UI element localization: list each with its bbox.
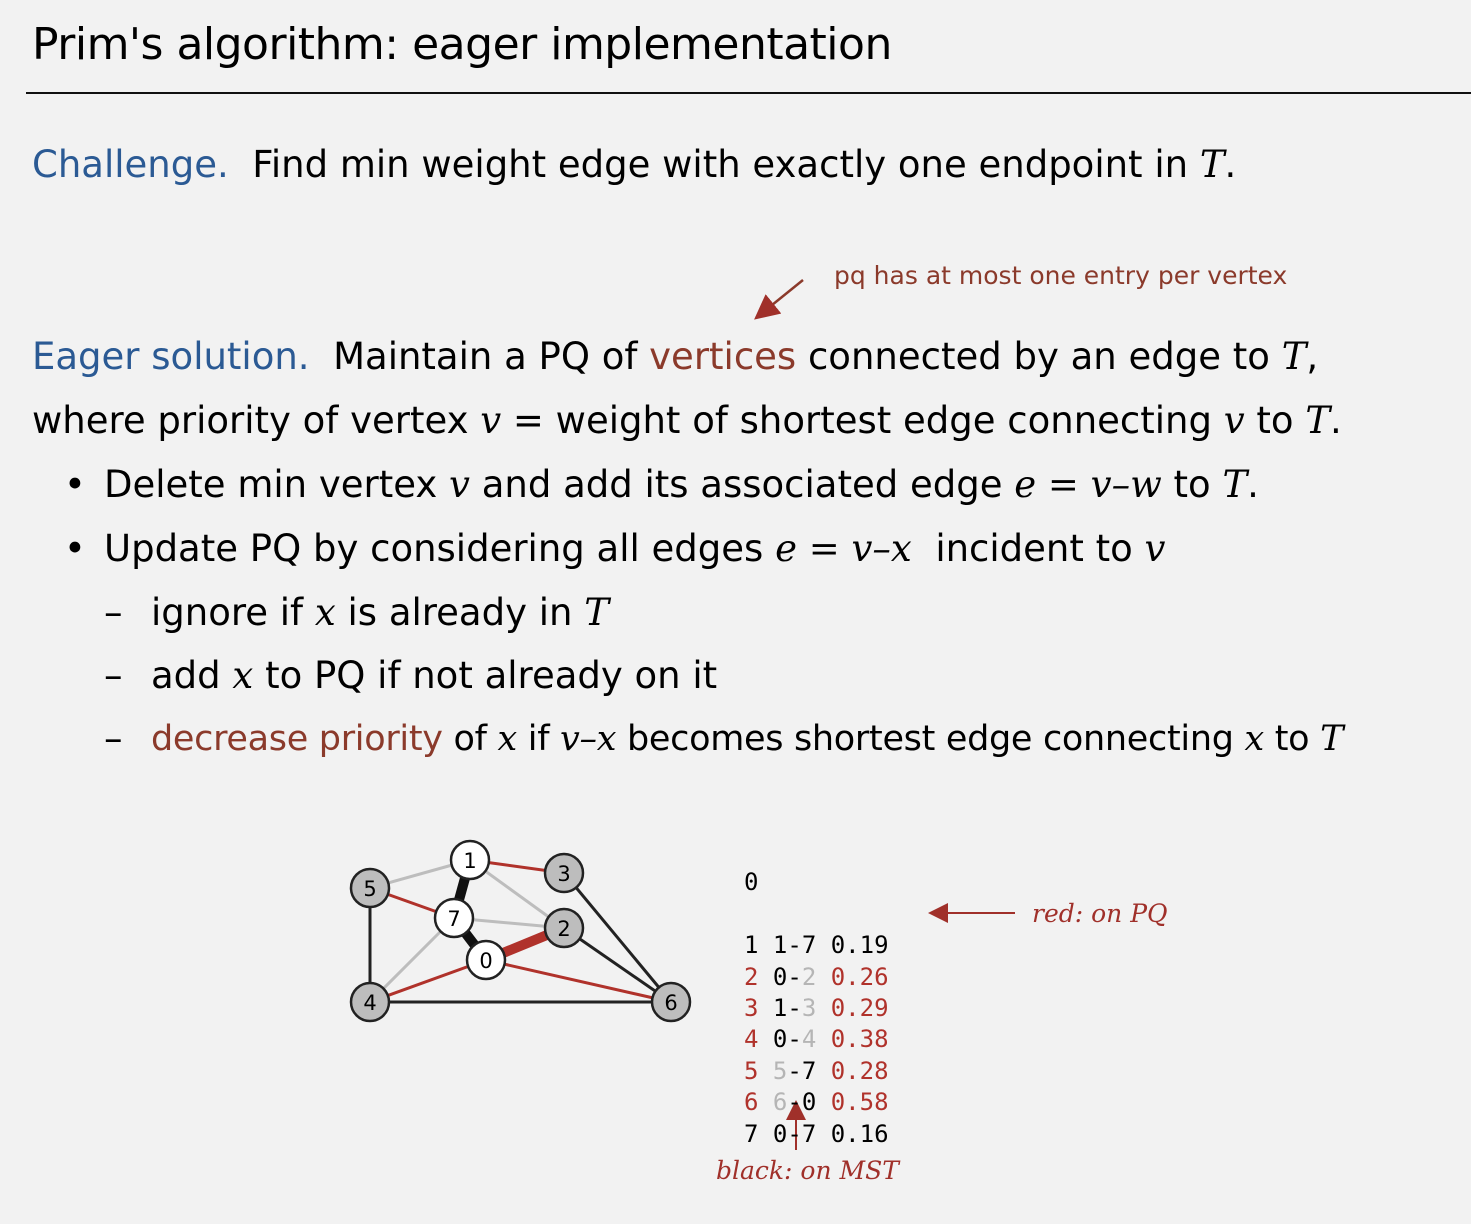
callout-arrow	[756, 280, 803, 318]
subbullet-1-text-b: is already in	[347, 591, 573, 634]
row-weight: 0.29	[830, 994, 889, 1023]
row-edge-to: 4	[801, 1025, 817, 1054]
eager-tree-symbol-1: T	[1281, 335, 1307, 378]
graph-black-edges	[370, 873, 671, 1002]
bullet-marker-1: •	[64, 463, 86, 506]
bullet-2-v: v	[1144, 527, 1166, 570]
table-row: 2 0-2 0.26	[744, 962, 889, 991]
page-title: Prim's algorithm: eager implementation	[32, 19, 892, 70]
row-vertex: 7	[744, 1119, 759, 1148]
row-weight: 0.58	[830, 1088, 889, 1117]
subbullet-3-x: x	[497, 719, 517, 759]
subbullet-1-x: x	[314, 591, 336, 634]
subbullet-3-x2: x	[1244, 719, 1264, 759]
table-row: 1 1-7 0.19	[744, 931, 889, 960]
row-weight: 0.16	[830, 1119, 889, 1148]
subbullet-marker-3: –	[104, 717, 123, 760]
bullet-2-text-a: Update PQ by considering all edges	[104, 527, 764, 570]
subbullet-3-text-e: to	[1274, 719, 1310, 759]
vertex-5	[351, 869, 389, 907]
subbullet-3-vx: v–x	[560, 719, 617, 759]
svg-text:5: 5	[363, 877, 377, 901]
bullet-1-edge: e = v–w	[1014, 463, 1162, 506]
row-edge-from: 1	[772, 994, 788, 1023]
row-edge-to: 7	[801, 1119, 817, 1148]
bullet-1-text-c: to	[1173, 463, 1211, 506]
row-vertex: 5	[744, 1056, 759, 1085]
svg-text:1: 1	[463, 849, 477, 873]
bullet-1-text-b: and add its associated edge	[481, 463, 1003, 506]
vertex-1	[451, 841, 489, 879]
table-row: 6 6-0 0.58	[744, 1088, 889, 1117]
row-edge-from: 0	[772, 1119, 788, 1148]
challenge-text: Find min weight edge with exactly one endpoint in	[252, 143, 1189, 186]
subbullet-3-T: T	[1320, 719, 1344, 759]
subbullet-2-text-a: add	[151, 654, 221, 697]
pq-table-header: 0	[744, 868, 759, 897]
eager-vertex-symbol-2: v	[1223, 399, 1245, 442]
red-annotation: red: on PQ	[1032, 899, 1168, 928]
bullet-1-T: T	[1222, 463, 1248, 506]
bullet-1-v: v	[449, 463, 470, 506]
pq-table-rows	[744, 930, 889, 1150]
row-vertex: 6	[744, 1088, 759, 1117]
eager-label: Eager solution.	[32, 335, 310, 378]
subbullet-2-text-b: to PQ if not already on it	[265, 654, 718, 697]
challenge-label: Challenge.	[32, 143, 229, 186]
callout-note: pq has at most one entry per vertex	[834, 261, 1288, 290]
black-annotation: black: on MST	[716, 1156, 899, 1185]
eager-text-2b: = weight of shortest edge connecting	[512, 399, 1212, 442]
table-row: 7 0-7 0.16	[744, 1119, 889, 1148]
row-weight: 0.19	[830, 931, 889, 960]
subbullet-3-text-c: if	[527, 719, 550, 759]
row-edge-from: 1	[772, 931, 788, 960]
bullet-1-period: .	[1247, 463, 1259, 506]
subbullet-marker-1: –	[104, 591, 123, 634]
row-weight: 0.38	[830, 1025, 889, 1054]
row-edge-from: 6	[772, 1088, 788, 1117]
challenge-period: .	[1224, 143, 1237, 186]
vertex-7	[435, 899, 473, 937]
decrease-priority-highlight: decrease priority	[151, 719, 443, 759]
bullet-2-edge: e = v–x	[775, 527, 912, 570]
bullet-1-text-a: Delete min vertex	[104, 463, 438, 506]
row-edge-from: 0	[772, 962, 788, 991]
svg-text:2: 2	[557, 917, 571, 941]
challenge-tree-symbol: T	[1199, 143, 1225, 186]
subbullet-2-x: x	[232, 654, 254, 697]
svg-text:4: 4	[363, 991, 377, 1015]
svg-text:6: 6	[664, 991, 678, 1015]
eager-text-2c: to	[1256, 399, 1294, 442]
row-edge-to: 2	[801, 962, 817, 991]
row-vertex: 3	[744, 994, 759, 1023]
row-edge-from: 0	[772, 1025, 788, 1054]
table-row: 4 0-4 0.38	[744, 1025, 889, 1054]
table-row: 3 1-3 0.29	[744, 994, 889, 1023]
row-edge-from: 5	[772, 1056, 788, 1085]
vertex-6	[652, 983, 690, 1021]
subbullet-1-text-a: ignore if	[151, 591, 304, 634]
bullet-marker-2: •	[64, 527, 86, 570]
row-vertex: 4	[744, 1025, 759, 1054]
graph-red-edges	[370, 860, 671, 1002]
subbullet-marker-2: –	[104, 654, 123, 697]
row-weight: 0.26	[830, 962, 889, 991]
subbullet-1-T: T	[584, 591, 609, 634]
eager-tree-symbol-2: T	[1305, 399, 1331, 442]
table-row: 5 5-7 0.28	[744, 1056, 889, 1085]
subbullet-3-text-d: becomes shortest edge connecting	[627, 719, 1234, 759]
row-weight: 0.28	[830, 1056, 889, 1085]
eager-text-2a: where priority of vertex	[32, 399, 469, 442]
row-edge-to: 3	[801, 994, 817, 1023]
vertex-2	[545, 909, 583, 947]
eager-period: .	[1330, 399, 1342, 442]
row-edge-to: 7	[801, 931, 817, 960]
eager-text-1a: Maintain a PQ of	[333, 335, 638, 378]
svg-text:3: 3	[557, 862, 571, 886]
vertex-3	[545, 854, 583, 892]
eager-vertices-highlight: vertices	[649, 335, 797, 378]
row-edge-to: 0	[801, 1088, 817, 1117]
vertex-0	[467, 941, 505, 979]
vertex-4	[351, 983, 389, 1021]
eager-text-1c: connected by an edge to	[807, 335, 1270, 378]
row-vertex: 1	[744, 931, 759, 960]
pq-table	[744, 836, 889, 1181]
row-edge-to: 7	[801, 1056, 817, 1085]
eager-comma: ,	[1306, 335, 1319, 378]
bullet-2-text-b: incident to	[935, 527, 1133, 570]
svg-text:0: 0	[479, 949, 493, 973]
row-vertex: 2	[744, 962, 759, 991]
eager-vertex-symbol-1: v	[480, 399, 502, 442]
svg-text:7: 7	[447, 907, 461, 931]
subbullet-3-text-b: of	[453, 719, 487, 759]
